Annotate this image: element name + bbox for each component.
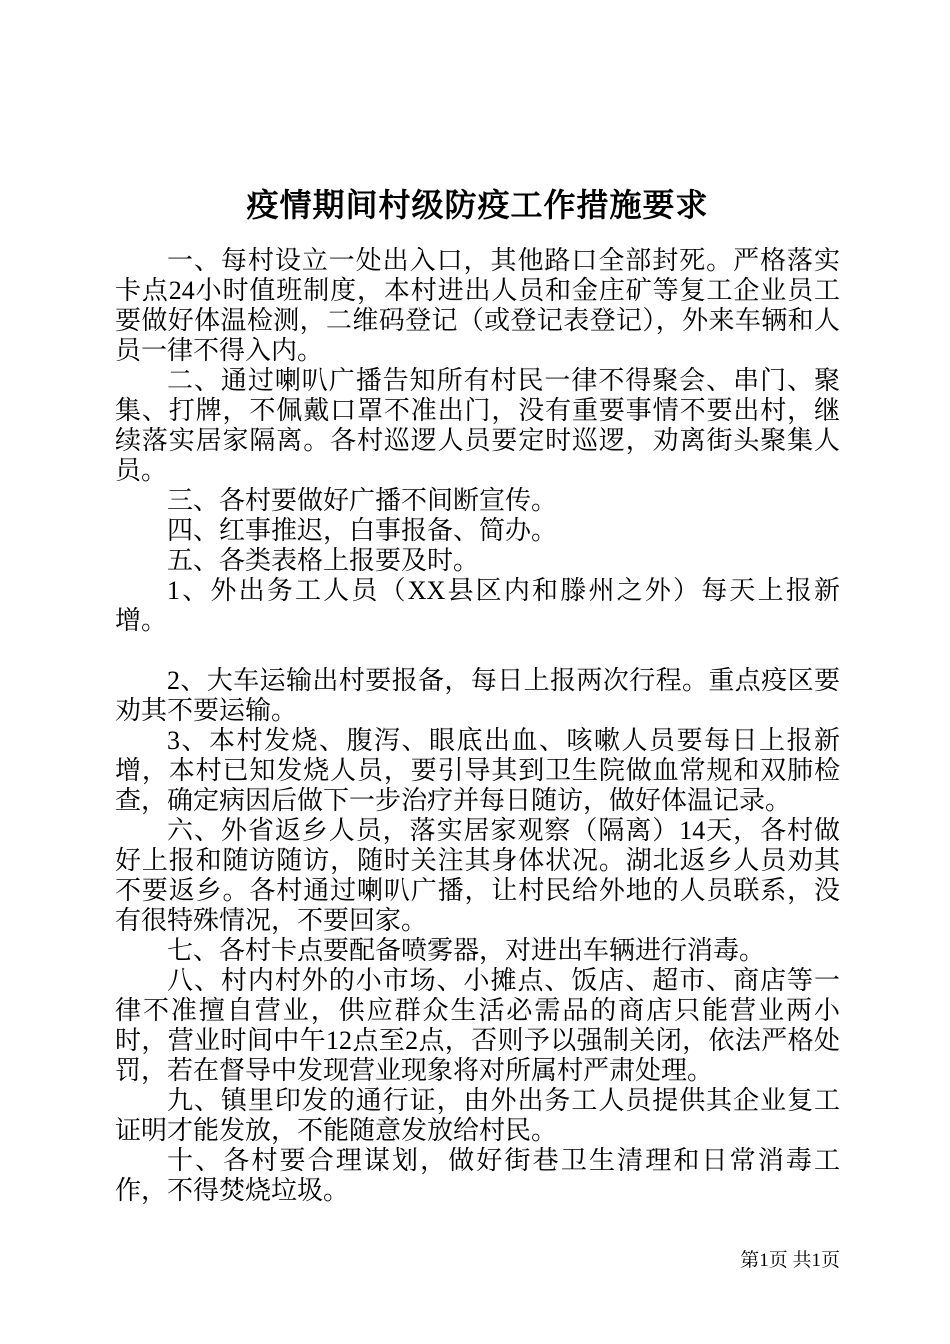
paragraph-13: 十、各村要合理谋划，做好街巷卫生清理和日常消毒工作，不得焚烧垃圾。 xyxy=(115,1146,840,1206)
paragraph-11: 八、村内村外的小市场、小摊点、饭店、超市、商店等一律不准擅自营业，供应群众生活必需品的商店只能营业两小时，营业时间中午12点至2点，否则予以强制关闭，依法严格处罚，若在督导中发现营业现象将对所属村严肃处理。 xyxy=(115,966,840,1086)
paragraph-10: 七、各村卡点要配备喷雾器，对进出车辆进行消毒。 xyxy=(167,936,766,966)
paragraph-7: 2、大车运输出村要报备，每日上报两次行程。重点疫区要劝其不要运输。 xyxy=(115,666,840,726)
document-body xyxy=(115,246,840,1206)
paragraph-1: 一、每村设立一处出入口，其他路口全部封死。严格落实卡点24小时值班制度，本村进出人员和金庄矿等复工企业员工要做好体温检测，二维码登记（或登记表登记），外来车辆和人员一律不得入内。 xyxy=(115,246,840,366)
paragraph-12: 九、镇里印发的通行证，由外出务工人员提供其企业复工证明才能发放，不能随意发放给村民。 xyxy=(115,1086,840,1146)
paragraph-6: 1、外出务工人员（XX县区内和滕州之外）每天上报新增。 xyxy=(115,576,840,636)
paragraph-5: 五、各类表格上报要及时。 xyxy=(167,546,480,576)
paragraph-9: 六、外省返乡人员，落实居家观察（隔离）14天，各村做好上报和随访随访，随时关注其身体状况。湖北返乡人员劝其不要返乡。各村通过喇叭广播，让村民给外地的人员联系，没有很特殊情况，不要回家。 xyxy=(115,816,840,936)
paragraph-2: 二、通过喇叭广播告知所有村民一律不得聚会、串门、聚集、打牌，不佩戴口罩不准出门，没有重要事情不要出村，继续落实居家隔离。各村巡逻人员要定时巡逻，劝离街头聚集人员。 xyxy=(115,366,840,486)
paragraph-3: 三、各村要做好广播不间断宣传。 xyxy=(167,486,558,516)
page-footer xyxy=(740,1251,840,1270)
document-title: 疫情期间村级防疫工作措施要求 xyxy=(246,187,709,223)
page-number: 第1页 共1页 xyxy=(740,1250,840,1271)
paragraph-8: 3、本村发烧、腹泻、眼底出血、咳嗽人员要每日上报新增，本村已知发烧人员，要引导其到卫生院做血常规和双肺检查，确定病因后做下一步治疗并每日随访，做好体温记录。 xyxy=(115,726,840,816)
paragraph-4: 四、红事推迟，白事报备、简办。 xyxy=(167,516,558,546)
